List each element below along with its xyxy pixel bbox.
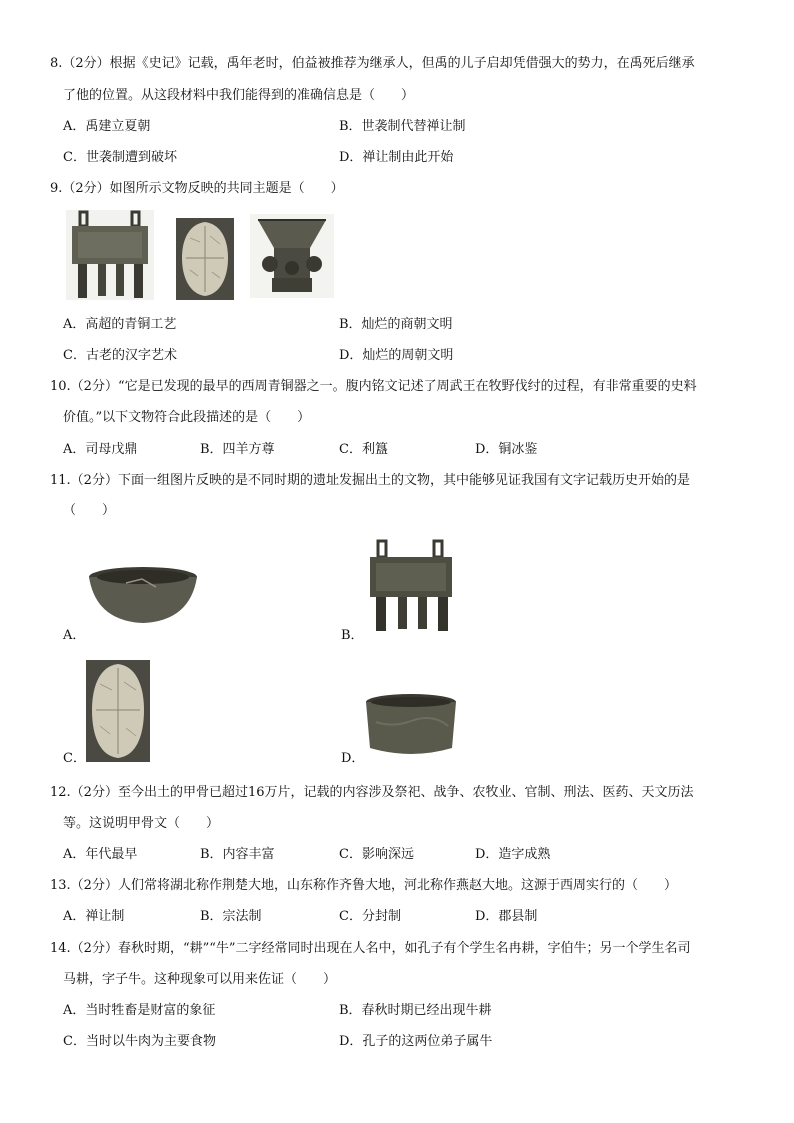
q8-option-a[interactable]: A．禹建立夏朝 [63,119,151,134]
q13-option-d[interactable]: D．郡县制 [475,909,538,924]
q14-option-b[interactable]: B．春秋时期已经出现牛耕 [339,1003,492,1018]
q11-figure-c-oracle-bone [86,660,150,762]
q14-option-c[interactable]: C．当时以牛肉为主要食物 [63,1034,216,1049]
q11-option-c[interactable]: C． [63,751,86,766]
q10-stem-line2: 价值。”以下文物符合此段描述的是（ ） [63,410,311,425]
q13-option-c[interactable]: C．分封制 [339,909,401,924]
q11-stem-line1: 11.（2分）下面一组图片反映的是不同时期的遗址发掘出土的文物，其中能够见证我国有文字记载历史开始的是 [50,473,690,488]
q14-option-a[interactable]: A．当时牲畜是财富的象征 [63,1003,216,1018]
q9-option-d[interactable]: D．灿烂的周朝文明 [339,348,454,363]
q8-option-b[interactable]: B．世袭制代替禅让制 [339,119,466,134]
q12-stem-line1: 12.（2分）至今出土的甲骨已超过16万片，记载的内容涉及祭祀、战争、农牧业、官制、刑法、医药、天文历法 [50,785,694,800]
q10-option-a[interactable]: A．司母戊鼎 [63,442,138,457]
q9-figure-four-goat-zun [250,214,334,298]
q12-option-a[interactable]: A．年代最早 [63,847,138,862]
q11-figure-a-pottery-bowl [86,565,200,627]
q11-figure-b-ding [366,539,458,633]
q8-option-c[interactable]: C．世袭制遭到破坏 [63,150,177,165]
q9-figure-oracle-bone [176,218,234,300]
q8-stem-line1: 8.（2分）根据《史记》记载，禹年老时，伯益被推荐为继承人，但禹的儿子启却凭借强大的势力，在禹死后继承 [50,56,695,71]
q10-option-b[interactable]: B．四羊方尊 [200,442,275,457]
q9-stem-line1: 9.（2分）如图所示文物反映的共同主题是（ ） [50,181,344,196]
q12-option-b[interactable]: B．内容丰富 [200,847,275,862]
q13-option-a[interactable]: A．禅让制 [63,909,125,924]
q12-option-d[interactable]: D．造字成熟 [475,847,551,862]
q12-option-c[interactable]: C．影响深远 [339,847,414,862]
q9-option-a[interactable]: A．高超的青铜工艺 [63,317,177,332]
q10-option-d[interactable]: D．铜冰鉴 [475,442,538,457]
q9-figure-ding [66,210,154,300]
q14-stem-line2: 马耕，字子牛。这种现象可以用来佐证（ ） [63,972,337,987]
q11-option-b[interactable]: B． [341,628,364,643]
q11-figure-d-vessel [364,692,458,760]
q10-stem-line1: 10.（2分）“它是已发现的最早的西周青铜器之一。腹内铭文记述了周武王在牧野伐纣的过程，有非常重要的史料 [50,379,697,394]
q13-stem-line1: 13.（2分）人们常将湖北称作荆楚大地，山东称作齐鲁大地，河北称作燕赵大地。这源于西周实行的（ ） [50,878,677,893]
q12-stem-line2: 等。这说明甲骨文（ ） [63,816,220,831]
q8-stem-line2: 了他的位置。从这段材料中我们能得到的准确信息是（ ） [63,88,415,103]
q8-option-d[interactable]: D．禅让制由此开始 [339,150,454,165]
q14-stem-line1: 14.（2分）春秋时期，“耕”“牛”二字经常同时出现在人名中，如孔子有个学生名冉耕，字伯牛；另一个学生名司 [50,941,691,956]
q9-option-b[interactable]: B．灿烂的商朝文明 [339,317,453,332]
q9-option-c[interactable]: C．古老的汉字艺术 [63,348,177,363]
q11-stem-line2: （ ） [63,503,116,518]
q11-option-d[interactable]: D． [341,751,365,766]
q11-option-a[interactable]: A． [63,628,86,643]
q10-option-c[interactable]: C．利簋 [339,442,388,457]
q13-option-b[interactable]: B．宗法制 [200,909,262,924]
q14-option-d[interactable]: D．孔子的这两位弟子属牛 [339,1034,493,1049]
